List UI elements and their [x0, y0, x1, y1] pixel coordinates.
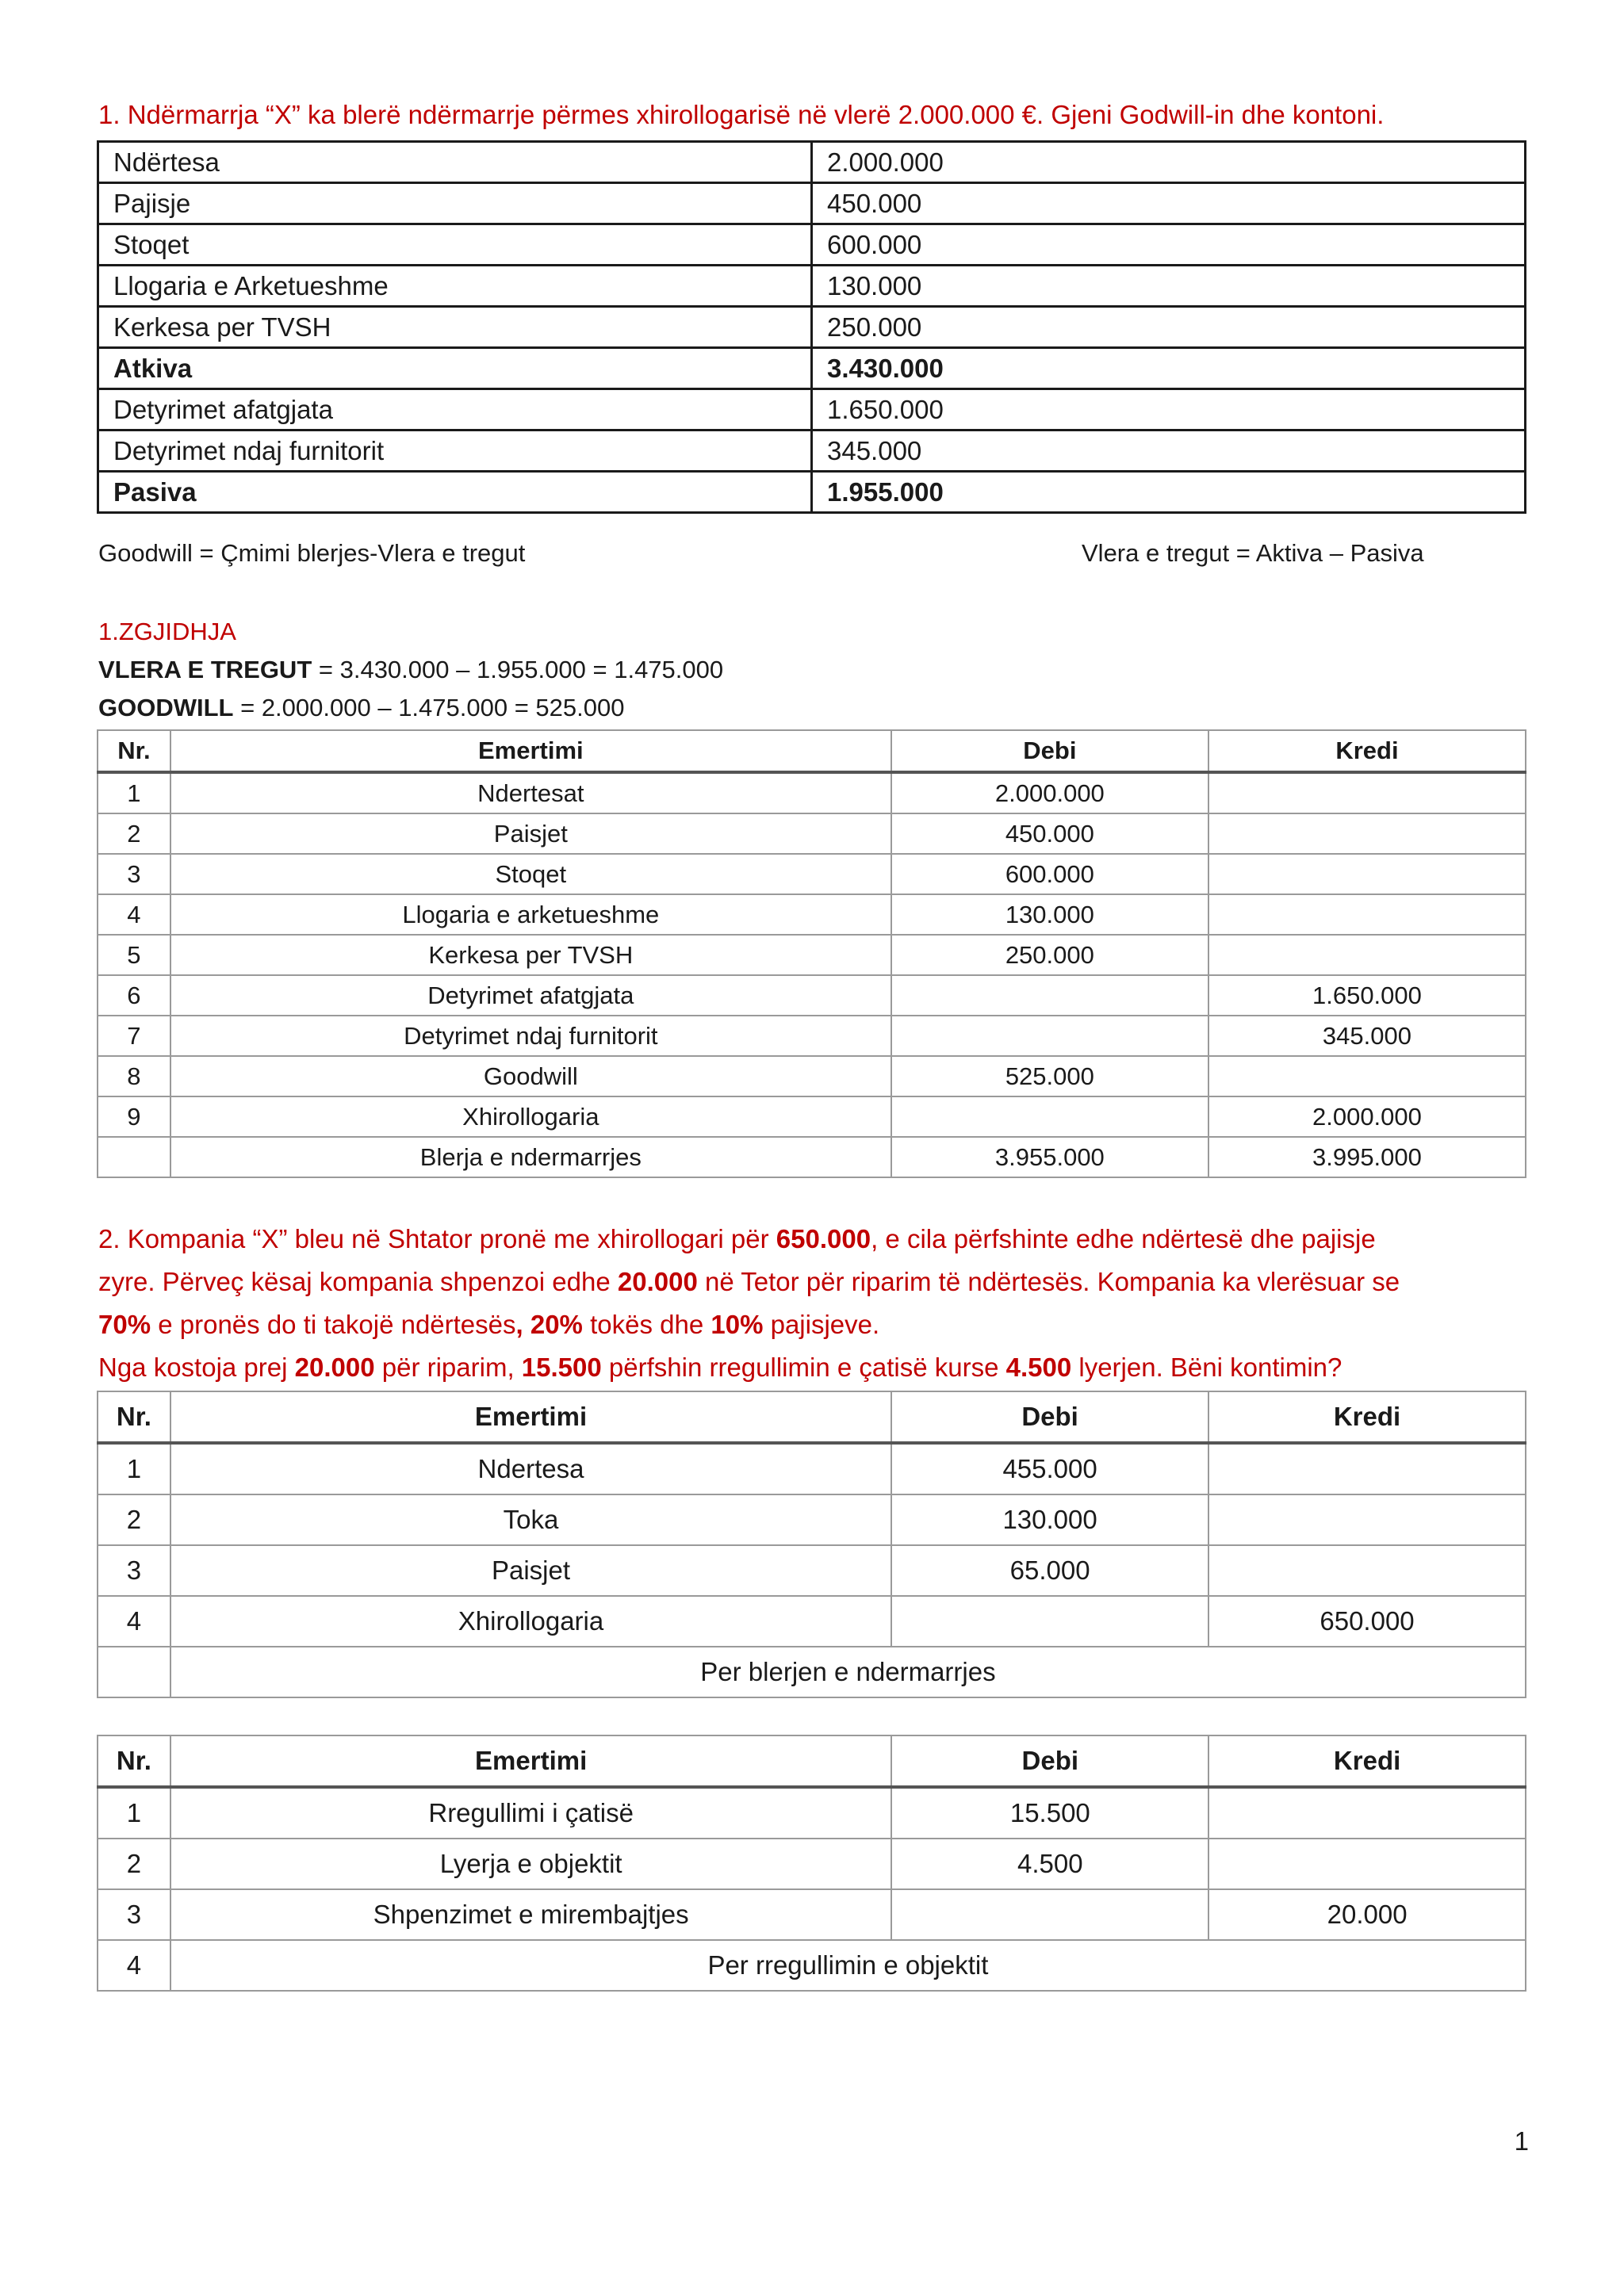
- row-nr: 1: [98, 1443, 170, 1494]
- q2-text: përfshin rregullimin e çatisë kurse: [601, 1353, 1006, 1382]
- header-credit: Kredi: [1208, 1391, 1526, 1443]
- balance-label: Ndërtesa: [98, 142, 812, 183]
- row-nr: 1: [98, 772, 170, 813]
- row-debit: [891, 975, 1208, 1016]
- header-name: Emertimi: [170, 730, 891, 772]
- journal-row: [98, 1016, 1526, 1056]
- row-nr: 9: [98, 1096, 170, 1137]
- row-nr: 8: [98, 1056, 170, 1096]
- row-name: Ndertesa: [170, 1443, 891, 1494]
- q2-text: tokës dhe: [582, 1310, 711, 1339]
- row-credit: [1208, 935, 1526, 975]
- row-debit: 65.000: [891, 1545, 1208, 1596]
- header-debit: Debi: [891, 1391, 1208, 1443]
- total-credit: 3.995.000: [1208, 1137, 1526, 1177]
- question-2-line-1: [98, 1218, 1376, 1261]
- row-nr: 3: [98, 854, 170, 894]
- row-debit: 250.000: [891, 935, 1208, 975]
- row-nr: 2: [98, 1494, 170, 1545]
- row-nr: 1: [98, 1787, 170, 1839]
- row-nr: 3: [98, 1545, 170, 1596]
- journal-table-2: [97, 1391, 1526, 1698]
- row-debit: [891, 1889, 1208, 1940]
- journal-row: [98, 813, 1526, 854]
- journal-row: [98, 975, 1526, 1016]
- q2-text: për riparim,: [374, 1353, 522, 1382]
- row-debit: [891, 1016, 1208, 1056]
- row-name: Xhirollogaria: [170, 1096, 891, 1137]
- header-nr: Nr.: [98, 1735, 170, 1787]
- balance-row: [98, 389, 1526, 430]
- header-debit: Debi: [891, 1735, 1208, 1787]
- balance-label: Llogaria e Arketueshme: [98, 266, 812, 307]
- row-credit: [1208, 1839, 1526, 1889]
- row-nr: 7: [98, 1016, 170, 1056]
- row-name: Detyrimet afatgjata: [170, 975, 891, 1016]
- balance-label: Pasiva: [98, 472, 812, 513]
- row-nr: 5: [98, 935, 170, 975]
- journal-table-3: [97, 1735, 1526, 1992]
- row-debit: 130.000: [891, 894, 1208, 935]
- journal-row: [98, 1056, 1526, 1096]
- row-name: Lyerja e objektit: [170, 1839, 892, 1889]
- journal-row: [98, 1839, 1526, 1889]
- solution-title: 1.ZGJIDHJA: [98, 618, 236, 645]
- q2-text: Nga kostoja prej: [98, 1353, 295, 1382]
- row-name: Toka: [170, 1494, 891, 1545]
- row-name: Rregullimi i çatisë: [170, 1787, 892, 1839]
- journal-row: [98, 894, 1526, 935]
- balance-label: Detyrimet ndaj furnitorit: [98, 430, 812, 472]
- journal-row: [98, 1096, 1526, 1137]
- row-nr: 2: [98, 1839, 170, 1889]
- journal-footer-row: [98, 1940, 1526, 1991]
- total-debit: 3.955.000: [891, 1137, 1208, 1177]
- journal-table-2-body: [98, 1443, 1526, 1697]
- footer-nr: 4: [98, 1940, 170, 1991]
- row-nr: 2: [98, 813, 170, 854]
- market-value-line: [98, 649, 723, 691]
- row-name: Shpenzimet e mirembajtjes: [170, 1889, 892, 1940]
- q2-text: lyerjen. Bëni kontimin?: [1071, 1353, 1342, 1382]
- balance-label: Stoqet: [98, 224, 812, 266]
- row-name: Kerkesa per TVSH: [170, 935, 891, 975]
- question-2-line-2: [98, 1261, 1400, 1303]
- row-nr: 3: [98, 1889, 170, 1940]
- row-nr: 6: [98, 975, 170, 1016]
- q2-text: në Tetor për riparim të ndërtesës. Kompania ka vlerësuar se: [697, 1267, 1400, 1296]
- question-2-line-3: [98, 1303, 879, 1346]
- q2-percent: , 20%: [515, 1310, 583, 1339]
- q2-amount: 20.000: [294, 1353, 375, 1382]
- journal-footer-row: [98, 1647, 1526, 1697]
- row-debit: [891, 1096, 1208, 1137]
- balance-value: 1.955.000: [812, 472, 1526, 513]
- journal-table-3-body: [98, 1787, 1526, 1991]
- market-value-label: VLERA E TREGUT: [98, 656, 312, 683]
- balance-label: Atkiva: [98, 348, 812, 389]
- row-credit: [1208, 894, 1526, 935]
- row-name: Paisjet: [170, 813, 891, 854]
- row-name: Llogaria e arketueshme: [170, 894, 891, 935]
- row-name: Xhirollogaria: [170, 1596, 891, 1647]
- journal-row: [98, 1889, 1526, 1940]
- row-credit: [1208, 813, 1526, 854]
- q2-percent: 10%: [710, 1310, 764, 1339]
- row-debit: 4.500: [891, 1839, 1208, 1889]
- q2-amount: 650.000: [776, 1224, 871, 1253]
- balance-row: [98, 183, 1526, 224]
- row-credit: 345.000: [1208, 1016, 1526, 1056]
- question-1: 1. Ndërmarrja “X” ka blerë ndërmarrje përmes xhirollogarisë në vlerë 2.000.000 €. Gjeni Godwill-in dhe kontoni.: [98, 100, 1385, 129]
- row-debit: 600.000: [891, 854, 1208, 894]
- journal-row: [98, 772, 1526, 813]
- market-value-formula: Vlera e tregut = Aktiva – Pasiva: [1082, 539, 1424, 567]
- journal-row: [98, 935, 1526, 975]
- balance-value: 130.000: [812, 266, 1526, 307]
- goodwill-line: [98, 687, 625, 729]
- market-value-calc: = 3.430.000 – 1.955.000 = 1.475.000: [312, 656, 724, 683]
- row-nr: 4: [98, 894, 170, 935]
- row-credit: 1.650.000: [1208, 975, 1526, 1016]
- page-number: 1: [1514, 2126, 1529, 2156]
- row-name: Paisjet: [170, 1545, 891, 1596]
- header-debit: Debi: [891, 730, 1208, 772]
- header-credit: Kredi: [1208, 730, 1526, 772]
- balance-row: [98, 430, 1526, 472]
- balance-label: Pajisje: [98, 183, 812, 224]
- row-name: Stoqet: [170, 854, 891, 894]
- row-credit: [1208, 1056, 1526, 1096]
- journal-row: [98, 1545, 1526, 1596]
- row-credit: 20.000: [1208, 1889, 1526, 1940]
- q2-amount: 20.000: [617, 1267, 698, 1296]
- row-name: Detyrimet ndaj furnitorit: [170, 1016, 891, 1056]
- q2-text: 2. Kompania “X” bleu në Shtator pronë me xhirollogari për: [98, 1224, 776, 1253]
- balance-value: 345.000: [812, 430, 1526, 472]
- header-nr: Nr.: [98, 1391, 170, 1443]
- journal-row: [98, 854, 1526, 894]
- journal-table-1-body: [98, 772, 1526, 1177]
- row-credit: 650.000: [1208, 1596, 1526, 1647]
- journal-row: [98, 1596, 1526, 1647]
- row-debit: 450.000: [891, 813, 1208, 854]
- row-nr: 4: [98, 1596, 170, 1647]
- balance-row: [98, 472, 1526, 513]
- row-debit: 525.000: [891, 1056, 1208, 1096]
- journal-row: [98, 1443, 1526, 1494]
- q2-percent: 70%: [98, 1310, 151, 1339]
- balance-value: 1.650.000: [812, 389, 1526, 430]
- balance-value: 3.430.000: [812, 348, 1526, 389]
- q2-text: pajisjeve.: [763, 1310, 880, 1339]
- row-debit: [891, 1596, 1208, 1647]
- header-credit: Kredi: [1208, 1735, 1526, 1787]
- balance-value: 600.000: [812, 224, 1526, 266]
- q2-amount: 15.500: [521, 1353, 602, 1382]
- journal-description: Per rregullimin e objektit: [170, 1940, 1526, 1991]
- journal-total-row: [98, 1137, 1526, 1177]
- footer-nr: [98, 1647, 170, 1697]
- journal-header-row: [98, 1391, 1526, 1443]
- balance-value: 2.000.000: [812, 142, 1526, 183]
- header-name: Emertimi: [170, 1391, 891, 1443]
- row-credit: 2.000.000: [1208, 1096, 1526, 1137]
- goodwill-calc: = 2.000.000 – 1.475.000 = 525.000: [233, 694, 625, 721]
- balance-row: [98, 348, 1526, 389]
- journal-row: [98, 1494, 1526, 1545]
- row-debit: 455.000: [891, 1443, 1208, 1494]
- row-name: Goodwill: [170, 1056, 891, 1096]
- q2-amount: 4.500: [1005, 1353, 1072, 1382]
- row-debit: 2.000.000: [891, 772, 1208, 813]
- balance-row: [98, 307, 1526, 348]
- header-name: Emertimi: [170, 1735, 892, 1787]
- balance-row: [98, 142, 1526, 183]
- journal-description: Per blerjen e ndermarrjes: [170, 1647, 1526, 1697]
- q2-text: e pronës do ti takojë ndërtesës: [151, 1310, 516, 1339]
- question-2-line-4: [98, 1346, 1342, 1389]
- row-credit: [1208, 772, 1526, 813]
- goodwill-label: GOODWILL: [98, 694, 234, 721]
- header-nr: Nr.: [98, 730, 170, 772]
- balance-value: 250.000: [812, 307, 1526, 348]
- balance-table: [97, 140, 1526, 514]
- balance-label: Detyrimet afatgjata: [98, 389, 812, 430]
- row-credit: [1208, 1787, 1526, 1839]
- journal-table-1: [97, 729, 1526, 1178]
- journal-row: [98, 1787, 1526, 1839]
- total-nr: [98, 1137, 170, 1177]
- row-credit: [1208, 1545, 1526, 1596]
- balance-row: [98, 224, 1526, 266]
- goodwill-formula: Goodwill = Çmimi blerjes-Vlera e tregut: [98, 539, 526, 567]
- balance-label: Kerkesa per TVSH: [98, 307, 812, 348]
- row-credit: [1208, 1443, 1526, 1494]
- total-name: Blerja e ndermarrjes: [170, 1137, 891, 1177]
- balance-row: [98, 266, 1526, 307]
- balance-table-body: [98, 142, 1526, 513]
- row-credit: [1208, 1494, 1526, 1545]
- row-name: Ndertesat: [170, 772, 891, 813]
- journal-header-row: [98, 1735, 1526, 1787]
- balance-value: 450.000: [812, 183, 1526, 224]
- row-debit: 15.500: [891, 1787, 1208, 1839]
- row-credit: [1208, 854, 1526, 894]
- row-debit: 130.000: [891, 1494, 1208, 1545]
- q2-text: zyre. Përveç kësaj kompania shpenzoi edhe: [98, 1267, 618, 1296]
- q2-text: , e cila përfshinte edhe ndërtesë dhe pajisje: [871, 1224, 1376, 1253]
- journal-header-row: [98, 730, 1526, 772]
